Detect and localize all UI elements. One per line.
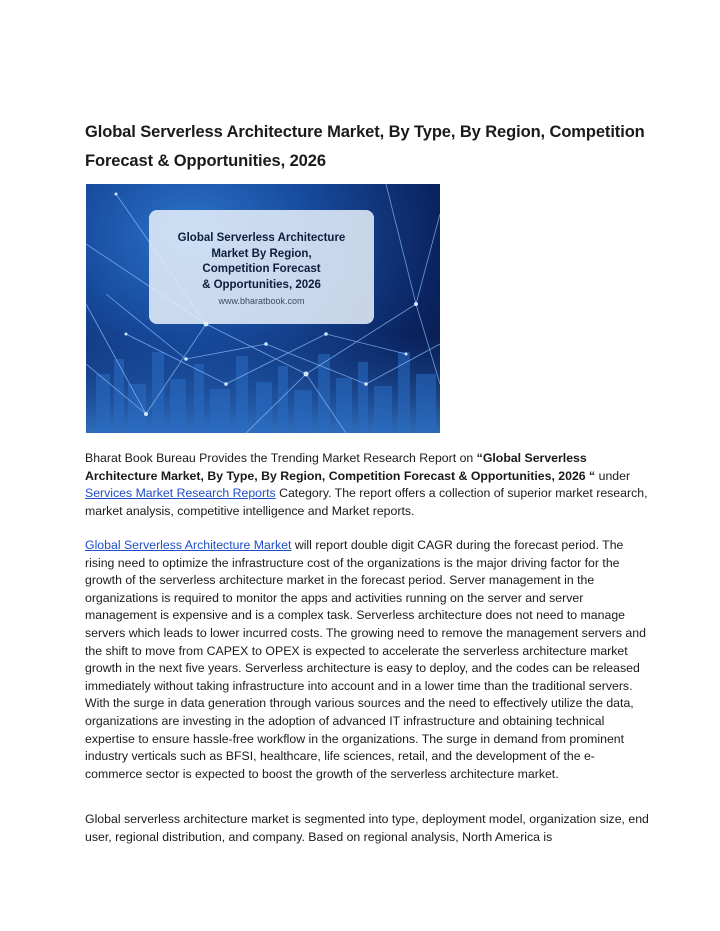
hero-caption-url: www.bharatbook.com <box>218 296 305 306</box>
segmentation-paragraph: Global serverless architecture market is segmented into type, deployment model, organization size, end user, regional distribution, and company. Based on regional analysis, North America is <box>85 812 649 844</box>
intro-paragraph <box>85 450 650 520</box>
market-overview-text: will report double digit CAGR during the forecast period. The rising need to optimize the infrastructure cost of the organizations is the major driving factor for the growth of the serverless architecture market in the forecast period. Server management in the organizations is required to monitor the apps and activities running on the server and server management is expensive and is a complex task. Serverless architecture does not need to manage servers which leads to lower incurred costs. The growing need to remove the management servers and the shift to move from CAPEX to OPEX is expected to accelerate the serverless architecture market growth in the next five years. Serverless architecture is easy to deploy, and the codes can be released immediately without taking infrastructure into account and in a lower time than the traditional servers. With the surge in data generation through various sources and the need to effectively utilize the data, organizations are investing in the adoption of advanced IT infrastructure and obtaining technical expertise to ensure hassle-free workflow in the organizations. The surge in demand from prominent industry verticals such as BFSI, healthcare, life sciences, retail, and the development of the e-commerce sector is expected to boost the growth of the serverless architecture market. <box>85 538 646 781</box>
under-text: under <box>595 468 631 483</box>
hero-caption-card <box>149 210 374 324</box>
intro-tail-text: Category. The report offers a collection of superior market research, market analysis, competitive intelligence and Market reports. <box>85 486 648 518</box>
market-link[interactable]: Global Serverless Architecture Market <box>85 538 292 552</box>
hero-caption-title: Global Serverless Architecture Market By Region, Competition Forecast & Opportunities, 2026 <box>177 232 346 291</box>
services-reports-link[interactable]: Services Market Research Reports <box>85 486 276 501</box>
market-overview-paragraph <box>85 537 650 783</box>
page-title: Global Serverless Architecture Market, By Type, By Region, Competition Forecast & Opportunities, 2026 <box>85 123 645 170</box>
report-title-bold: “Global Serverless Architecture Market, By Type, By Region, Competition Forecast & Opportunities, 2026 “ <box>85 451 596 483</box>
intro-text: Bharat Book Bureau Provides the Trending Market Research Report on <box>85 451 477 465</box>
hero-image <box>86 184 440 433</box>
